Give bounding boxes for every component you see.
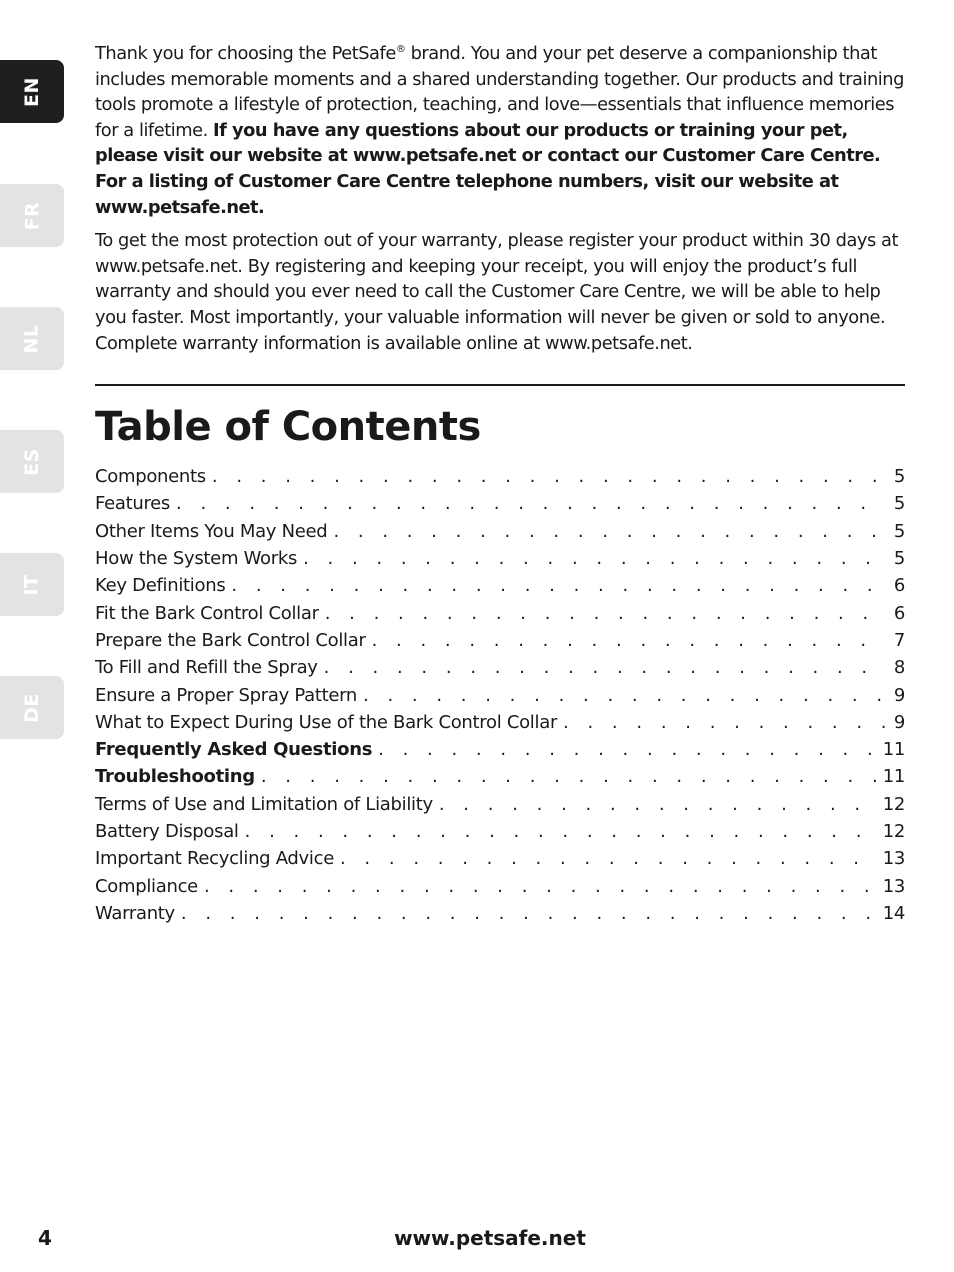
toc-entry[interactable] [95, 766, 905, 793]
toc-entry[interactable] [95, 548, 905, 575]
toc-dot-leader [439, 794, 877, 815]
toc-entry[interactable] [95, 575, 905, 602]
language-tab-label: NL [20, 323, 43, 354]
intro-paragraph [95, 41, 905, 220]
toc-entry-title: Key Definitions [95, 575, 226, 597]
toc-entry-title: Troubleshooting [95, 766, 255, 788]
toc-dot-leader [378, 739, 877, 760]
toc-entry-page: 5 [893, 466, 905, 488]
toc-list [95, 466, 905, 930]
toc-entry-page: 5 [893, 548, 905, 570]
language-tab-en[interactable] [0, 60, 64, 123]
toc-entry-page: 6 [893, 602, 905, 624]
toc-entry[interactable] [95, 466, 905, 493]
toc-dot-leader [363, 685, 885, 706]
language-tab-nl[interactable] [0, 307, 64, 370]
toc-entry[interactable] [95, 848, 905, 875]
toc-entry-title: Ensure a Proper Spray Pattern [95, 684, 358, 706]
language-tab-label: FR [20, 201, 43, 230]
toc-entry-page: 7 [893, 629, 905, 651]
intro-text-2: brand. You and your pet deserve a companionship that includes memorable moments and a shared understanding together. Our products and training tools promote a lifestyle of protection, teaching, and love—essentials that influence memories for a lifetime. [95, 43, 904, 141]
toc-entry-page: 12 [882, 820, 905, 842]
toc-dot-leader [204, 876, 877, 897]
intro-text-1: Thank you for choosing the PetSafe [95, 43, 396, 64]
page-content [95, 41, 905, 930]
toc-entry-title: Other Items You May Need [95, 520, 328, 542]
toc-entry[interactable] [95, 739, 905, 766]
toc-entry-title: Features [95, 493, 170, 515]
toc-entry-title: Compliance [95, 875, 198, 897]
toc-entry[interactable] [95, 657, 905, 684]
section-divider [95, 384, 905, 386]
language-tab-fr[interactable] [0, 184, 64, 247]
toc-entry-title: Prepare the Bark Control Collar [95, 629, 366, 651]
toc-entry[interactable] [95, 493, 905, 520]
toc-title: Table of Contents [95, 404, 481, 451]
toc-entry-page: 5 [893, 493, 905, 515]
toc-entry-title: Fit the Bark Control Collar [95, 602, 319, 624]
toc-entry-page: 9 [893, 711, 905, 733]
language-tab-label: ES [20, 447, 43, 476]
toc-dot-leader [303, 548, 885, 569]
toc-entry[interactable] [95, 794, 905, 821]
toc-entry-page: 14 [882, 902, 905, 924]
toc-entry[interactable] [95, 712, 905, 739]
language-tab-it[interactable] [0, 553, 64, 616]
toc-entry-page: 5 [893, 520, 905, 542]
toc-entry[interactable] [95, 876, 905, 903]
toc-entry-page: 12 [882, 793, 905, 815]
language-tab-de[interactable] [0, 676, 64, 739]
toc-entry-title: Frequently Asked Questions [95, 739, 373, 761]
toc-dot-leader [212, 466, 885, 487]
warranty-paragraph: To get the most protection out of your warranty, please register your product within 30 days at www.petsafe.net. By registering and keeping your receipt, you will enjoy the product’s full warranty and should you ever need to call the Customer Care Centre, we will be able to help you faster. Most importantly, your valuable information will never be given or sold to anyone. Complete warranty information is available online at www.petsafe.net. [95, 230, 898, 354]
toc-entry-title: To Fill and Refill the Spray [95, 657, 318, 679]
page-number: 4 [38, 1226, 52, 1250]
toc-entry-page: 11 [882, 766, 905, 788]
toc-dot-leader [231, 575, 885, 596]
toc-entry[interactable] [95, 685, 905, 712]
toc-entry[interactable] [95, 630, 905, 657]
toc-entry-page: 6 [893, 575, 905, 597]
toc-entry-page: 13 [882, 875, 905, 897]
toc-entry-title: Terms of Use and Limitation of Liability [95, 793, 433, 815]
toc-entry-title: Warranty [95, 902, 175, 924]
toc-dot-leader [324, 657, 885, 678]
toc-dot-leader [563, 712, 885, 733]
intro-contact-text: If you have any questions about our products or training your pet, please visit our website at www.petsafe.net or contact our Customer Care Centre. For a listing of Customer Care Centre telephone numbers, visit our website at www.petsafe.net. [95, 119, 881, 218]
toc-entry[interactable] [95, 521, 905, 548]
toc-entry-page: 13 [882, 848, 905, 870]
toc-entry[interactable] [95, 903, 905, 930]
toc-entry[interactable] [95, 603, 905, 630]
language-tab-label: DE [20, 692, 43, 723]
toc-entry-title: Important Recycling Advice [95, 848, 334, 870]
toc-entry-page: 8 [893, 657, 905, 679]
language-tab-label: IT [21, 573, 43, 596]
toc-entry-page: 9 [893, 684, 905, 706]
toc-entry[interactable] [95, 821, 905, 848]
toc-dot-leader [181, 903, 877, 924]
language-tab-label: EN [20, 76, 43, 107]
toc-dot-leader [372, 630, 885, 651]
toc-entry-title: Battery Disposal [95, 820, 239, 842]
language-tab-es[interactable] [0, 430, 64, 493]
toc-entry-title: How the System Works [95, 548, 298, 570]
toc-dot-leader [340, 848, 877, 869]
toc-dot-leader [261, 766, 877, 787]
toc-entry-page: 11 [882, 739, 905, 761]
registered-mark: ® [395, 44, 406, 56]
toc-dot-leader [245, 821, 877, 842]
toc-entry-title: Components [95, 466, 206, 488]
toc-entry-title: What to Expect During Use of the Bark Control Collar [95, 711, 558, 733]
toc-dot-leader [333, 521, 885, 542]
toc-dot-leader [325, 603, 885, 624]
footer-url: www.petsafe.net [394, 1226, 586, 1250]
toc-dot-leader [176, 493, 885, 514]
